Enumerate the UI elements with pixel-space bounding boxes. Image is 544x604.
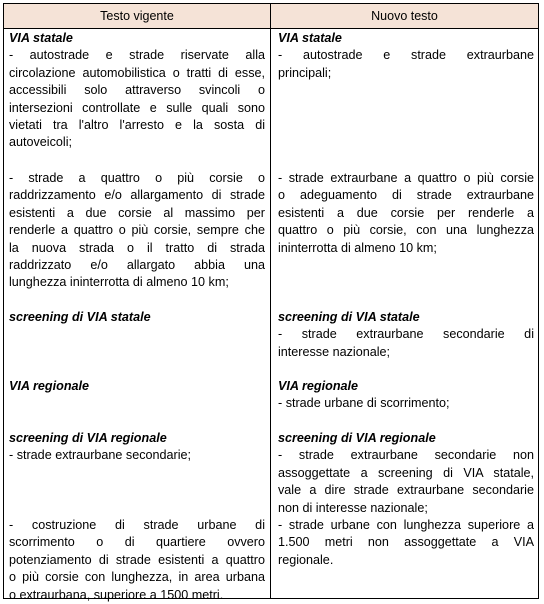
section-title: screening di VIA statale [9,310,151,324]
text-line: vale a dire strade extraurbane secondarie [278,483,534,498]
text-line: o adeguamento di strade extraurbane [278,188,534,203]
text-line: potenziamento di strade esistenti a quattro [9,552,265,567]
text-line: - autostrade e strade riservate alla [9,48,265,63]
text-line: regionale. [278,552,334,567]
text-line: scorrimento o di quartiere ovvero [9,535,265,550]
text-line: - strade urbane con lunghezza superiore a [278,518,534,532]
comparison-table [3,3,539,602]
header-nuovo-testo: Nuovo testo [371,9,438,23]
section-screening-regionale-vigente [9,430,265,465]
text-line: - strade extraurbane secondarie; [9,448,192,463]
text-line: accessibili solo attraverso svincoli o [9,83,265,98]
text-line: - autostrade e strade extraurbane [278,48,534,63]
section-screening-statale-nuovo [278,309,534,361]
text-line: esistenti a due corsie al massimo per [9,205,265,220]
paragraph-costruzione-strade-vigente [9,517,265,604]
text-line: interesse nazionale; [278,344,391,359]
text-line: o più corsie con lunghezza, in area urbana [9,570,265,585]
section-via-regionale-nuovo [278,378,534,413]
text-line: lunghezza ininterrotta di almeno 10 km; [9,275,229,290]
text-line: - strade extraurbane a quattro o più corsie [278,171,534,185]
text-line: - strade extraurbane secondarie di [278,327,534,342]
text-line: renderle a quattro o più corsie, sempre che [9,223,265,238]
column-divider [270,4,271,598]
text-line: raddrizzato e/o allargato abbia una [9,258,265,273]
text-line: circolazione automobilistica o tratti di esse, [9,65,265,80]
text-line: la nuova strada o il tratto di strada [9,240,265,255]
text-line: quattro o più corsie, con una lunghezza [278,223,534,238]
text-line: autoveicoli; [9,135,73,150]
paragraph-quattro-corsie-vigente [9,170,265,292]
section-screening-statale-vigente [9,309,265,326]
section-via-regionale-vigente [9,378,265,395]
section-title: screening di VIA regionale [9,431,167,445]
table-header-row [4,4,538,29]
section-title: screening di VIA statale [278,310,420,324]
paragraph-strade-urbane-nuovo [278,517,534,569]
text-line: - strade a quattro o più corsie o [9,171,265,185]
text-line: - costruzione di strade urbane di [9,518,265,532]
text-line: vietati tra l'altro l'arresto e la sosta di [9,118,265,133]
section-via-statale-nuovo [278,30,534,82]
text-line: o extraurbana, superiore a 1500 metri. [9,587,224,602]
section-title: VIA regionale [278,379,359,393]
text-line: 1.500 metri non assoggettate a VIA [278,535,534,550]
section-title: VIA statale [9,31,73,45]
text-line: principali; [278,65,332,80]
text-line: esistenti a due corsie per renderle a [278,205,534,220]
text-line: intersezioni controllate e sulle quali sono [9,100,265,115]
text-line: - strade extraurbane secondarie non [278,448,534,463]
text-line: raddrizzamento e/o allargamento di strade [9,188,265,203]
section-title: VIA statale [278,31,342,45]
text-line: ininterrotta di almeno 10 km; [278,240,437,255]
section-via-statale-vigente [9,30,265,152]
text-line: - strade urbane di scorrimento; [278,396,450,411]
text-line: non di interesse nazionale; [278,500,428,515]
section-screening-regionale-nuovo [278,430,534,517]
text-line: assoggettate a screening di VIA statale, [278,465,534,480]
paragraph-quattro-corsie-nuovo [278,170,534,257]
header-testo-vigente: Testo vigente [100,9,174,23]
section-title: VIA regionale [9,379,90,393]
section-title: screening di VIA regionale [278,431,436,445]
